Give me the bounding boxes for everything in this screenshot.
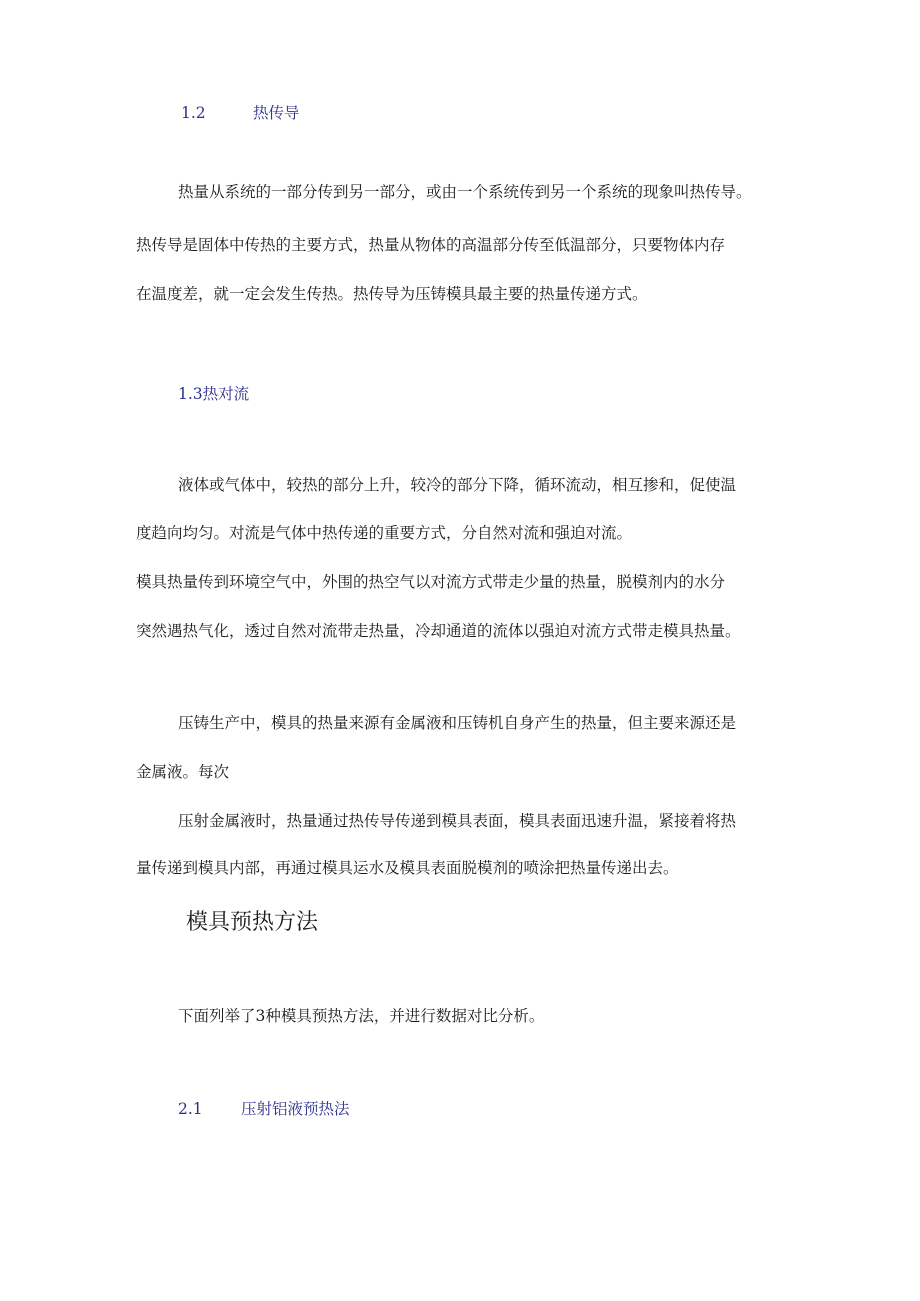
paragraph-line: 下面列举了3种模具预热方法，并进行数据对比分析。 <box>178 1007 545 1025</box>
section-heading-1-3: 1.3热对流 <box>178 385 250 403</box>
section-number: 1.2 <box>181 104 206 122</box>
paragraph-line: 突然遇热气化，透过自然对流带走热量，冷却通道的流体以强迫对流方式带走模具热量。 <box>136 622 741 640</box>
paragraph-line: 金属液。每次 <box>136 763 230 781</box>
paragraph-line: 量传递到模具内部，再通过模具运水及模具表面脱模剂的喷涂把热量传递出去。 <box>136 859 679 877</box>
paragraph-line: 模具热量传到环境空气中，外围的热空气以对流方式带走少量的热量，脱模剂内的水分 <box>136 573 726 591</box>
section-title: 热传导 <box>253 104 300 122</box>
paragraph-line: 压射金属液时，热量通过热传导传递到模具表面，模具表面迅速升温，紧接着将热 <box>178 812 737 830</box>
paragraph-line: 热传导是固体中传热的主要方式，热量从物体的高温部分传至低温部分，只要物体内存 <box>136 236 726 254</box>
section-number: 2.1 <box>178 1100 203 1118</box>
section-title-heading-injection-preheat <box>241 1102 350 1118</box>
paragraph-line: 液体或气体中，较热的部分上升，较冷的部分下降，循环流动，相互掺和，促使温 <box>178 476 737 494</box>
section-title: 压射铝液预热法 <box>241 1100 350 1118</box>
paragraph-line: 热量从系统的一部分传到另一部分，或由一个系统传到另一个系统的现象叫热传导。 <box>178 183 752 201</box>
section-heading-2-1 <box>178 1102 203 1118</box>
paragraph-line: 度趋向均匀。对流是气体中热传递的重要方式，分自然对流和强迫对流。 <box>136 524 633 542</box>
section-heading-preheat-methods: 模具预热方法 <box>186 910 319 935</box>
section-title-heading-conduction <box>253 106 300 122</box>
paragraph-line: 在温度差，就一定会发生传热。热传导为压铸模具最主要的热量传递方式。 <box>136 285 648 303</box>
section-heading-1-2 <box>181 106 206 122</box>
paragraph-line: 压铸生产中，模具的热量来源有金属液和压铸机自身产生的热量，但主要来源还是 <box>178 714 737 732</box>
